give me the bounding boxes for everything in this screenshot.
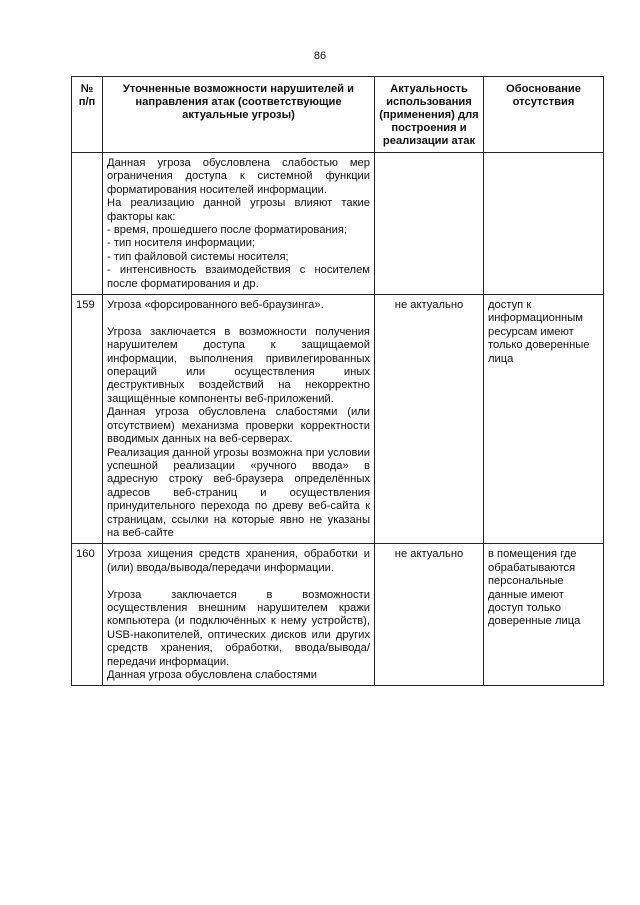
continuation-line: На реализацию данной угрозы влияют такие факторы как: (107, 197, 370, 223)
continuation-line: - время, прошедшего после форматирования; (107, 224, 348, 237)
header-description: Уточненные возможности нарушителей и направления атак (соответствующие актуальные угрозы) (103, 77, 375, 153)
cell-relevance-continuation (375, 153, 484, 295)
cell-description (103, 295, 375, 544)
cell-num: 159 (72, 295, 103, 544)
header-relevance: Актуальность использования (применения) для построения и реализации атак (375, 77, 484, 153)
threat-paragraph: Угроза заключается в возможности получения нарушителем доступа к защищаемой информации, выполнения привилегированных операций или осуществления иных деструктивных воздействий на некорректно защищённые компоненты веб-приложений. (107, 325, 370, 405)
threat-title: Угроза хищения средств хранения, обработки и (или) ввода/вывода/передачи информации. (107, 548, 370, 574)
continuation-line: - интенсивность взаимодействия с носителем после форматирования и др. (107, 264, 370, 290)
header-num: № п/п (72, 77, 103, 153)
cell-justification: в помещения где обрабатываются персональные данные имеют доступ только доверенные лица (484, 544, 604, 686)
cell-description-continuation (103, 153, 375, 295)
cell-num-continuation (72, 153, 103, 295)
threat-paragraph: Реализация данной угрозы возможна при условии успешной реализации «ручного ввода» в адресную строку веб-браузера определённых адресов веб-страниц и осуществления принудительного перехода по древу веб-сайта к страницам, ссылки на которые явно не указаны на веб-сайте (107, 446, 370, 539)
threat-paragraph: Угроза заключается в возможности осуществления внешним нарушителем кражи компьютера (и подключённых к нему устройств), USB-накопителей, оптических дисков или других средств хранения, обработки, ввода/вывода/передачи информации. (107, 588, 370, 668)
continuation-line: - тип файловой системы носителя; (107, 250, 289, 263)
cell-justification: доступ к информационным ресурсам имеют только доверенные лица (484, 295, 604, 544)
table-row-continuation (72, 153, 604, 295)
table-row (72, 295, 604, 544)
table-row (72, 544, 604, 686)
threat-title: Угроза «форсированного веб-браузинга». (107, 299, 324, 312)
continuation-line: - тип носителя информации; (107, 237, 256, 250)
continuation-line: Данная угроза обусловлена слабостью мер ограничения доступа к системной функции форматирования носителей информации. (107, 157, 370, 196)
cell-num: 160 (72, 544, 103, 686)
threat-table (71, 76, 604, 686)
cell-justification-continuation (484, 153, 604, 295)
threat-paragraph: Данная угроза обусловлена слабостями (107, 669, 317, 681)
page-number: 86 (313, 50, 327, 62)
cell-relevance: не актуально (375, 544, 484, 686)
table-header-row (72, 77, 604, 153)
cell-relevance: не актуально (375, 295, 484, 544)
header-justification: Обоснование отсутствия (484, 77, 604, 153)
cell-description (103, 544, 375, 686)
threat-paragraph: Данная угроза обусловлена слабостями (или отсутствием) механизма проверки корректности вводимых данных на веб-серверах. (107, 406, 370, 446)
